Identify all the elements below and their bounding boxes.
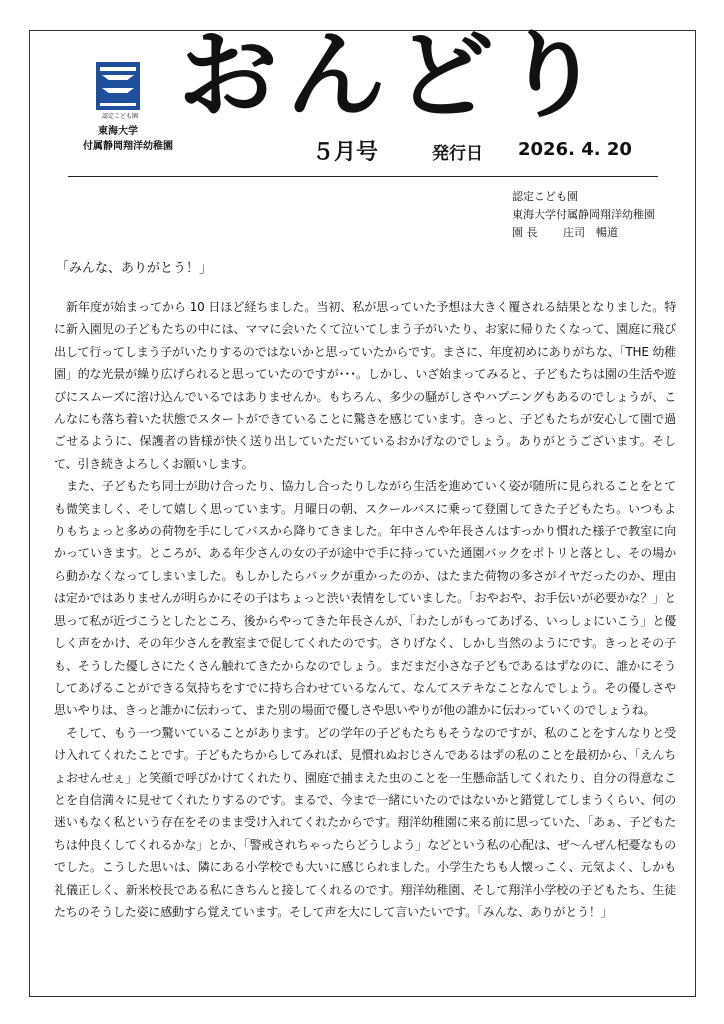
sender-block xyxy=(512,188,655,242)
org-type-label: 認定こども園 xyxy=(101,113,138,120)
newsletter-title: おんどり xyxy=(178,19,610,131)
logo-bar-top xyxy=(100,67,136,71)
issue-label: ５月号 xyxy=(312,140,379,165)
article-paragraph-2: また、子どもたち同士が助け合ったり、協力し合ったりしながら生活を進めていく姿が随所に見られることをとても微笑ましく、そして嬉しく思っています。月曜日の朝、スクールバスに乗って登園してきた子どもたち。いつもよりもちょっと多めの荷物を手にしてバスから降りてきました。年中さんや年長さんはすっかり慣れた様子で教室に向かっていきます。ところが、ある年少さんの女の子が途中で手に持っていた通園バックをポトリと落とし、その場から動かなくなってしまいました。もしかしたらバックが重かったのか、はたまた荷物の多さがイヤだったのか、理由は定かではありませんが明らかにその子はちょっと渋い表情をしていました。「おやおや、お手伝いが必要かな？」と思って私が近づこうとしたところ、後からやってきた年長さんが、「わたしがもってあげる、いっしょにいこう」と優しく声をかけ、その年少さんを教室まで促してくれたのです。さりげなく、しかし当然のようにです。きっとその子も、そうした優しさにたくさん触れてきたからなのでしょう。まだまだ小さな子どもであるはずなのに、誰かにそうしてあげることができる気持ちをすでに持ち合わせているなんて、なんてステキなことなんでしょう。その優しさや思いやりは、きっと誰かに伝わって、また別の場面で優しさや思いやりが他の誰かに伝わっていくのでしょうね。 xyxy=(54,479,676,718)
sender-line-1: 認定こども園 xyxy=(512,190,578,203)
publish-date-label: 発行日 xyxy=(432,144,483,164)
sender-line-3: 園 長 庄司 暢道 xyxy=(512,226,618,239)
article-title: 「みんな、ありがとう！」 xyxy=(56,261,213,276)
article-paragraph-1: 新年度が始まってから 10 日ほど経ちました。当初、私が思っていた予想は大きく覆される結果となりました。特に新入園児の子どもたちの中には、ママに会いたくて泣いてしまう子がいたり、お家に帰りたくなって、園庭に飛び出して行ってしまう子がいたりするのではないかと思っていたからです。まさに、年度初めにありがちな、「THE 幼稚園」的な光景が繰り広げられると思っていたのですが･･･。しかし、いざ始まってみると、子どもたちは園の生活や遊びにスムーズに溶け込んでいるではありませんか。もちろん、多少の騒がしさやハプニングもあるのでしょうが、こんなにも落ち着いた状態でスタートができていることに驚きを感じています。きっと、子どもたちが安心して園で過ごせるように、保護者の皆様が快く送り出していただいているおかげなのでしょう。ありがとうございます。そして、引き続きよろしくお願いします。 xyxy=(54,300,676,471)
publish-date: 2026. 4. 20 xyxy=(518,139,632,160)
org-name-line1: 東海大学 xyxy=(98,126,138,137)
article-body xyxy=(54,296,676,923)
logo-bar-bottom xyxy=(100,103,136,106)
org-name-line2: 付属静岡翔洋幼稚園 xyxy=(83,141,173,152)
sender-line-2: 東海大学付属静岡翔洋幼稚園 xyxy=(512,208,655,221)
tokai-university-logo xyxy=(96,62,140,110)
article-paragraph-3: そして、もう一つ驚いていることがあります。どの学年の子どもたちもそうなのですが、私のことをすんなりと受け入れてくれたことです。子どもたちからしてみれば、見慣れぬおじさんであるはずの私のことを最初から、「えんちょおせんせぇ」と笑顔で呼びかけてくれたり、園庭で捕まえた虫のことを一生懸命話してくれたり、自分の得意なことを自信満々に見せてくれたりするのです。まるで、今まで一緒にいたのではないかと錯覚してしまうくらい、何の迷いもなく私という存在をそのまま受け入れてくれたからです。翔洋幼稚園に来る前に思っていた、「あぁ、子どもたちは仲良くしてくれるかな」とか、「警戒されちゃったらどうしよう」などという私の心配は、ぜ～んぜん杞憂なものでした。こうした思いは、隣にある小学校でも大いに感じられました。小学生たちも人懐っこく、元気よく、しかも礼儀正しく、新米校長である私にきちんと接してくれるのです。翔洋幼稚園、そして翔洋小学校の子どもたち、生徒たちのそうした姿に感動すら覚えています。そして声を大にして言いたいです。「みんな、ありがとう！」 xyxy=(54,725,676,919)
header-divider xyxy=(68,176,658,177)
